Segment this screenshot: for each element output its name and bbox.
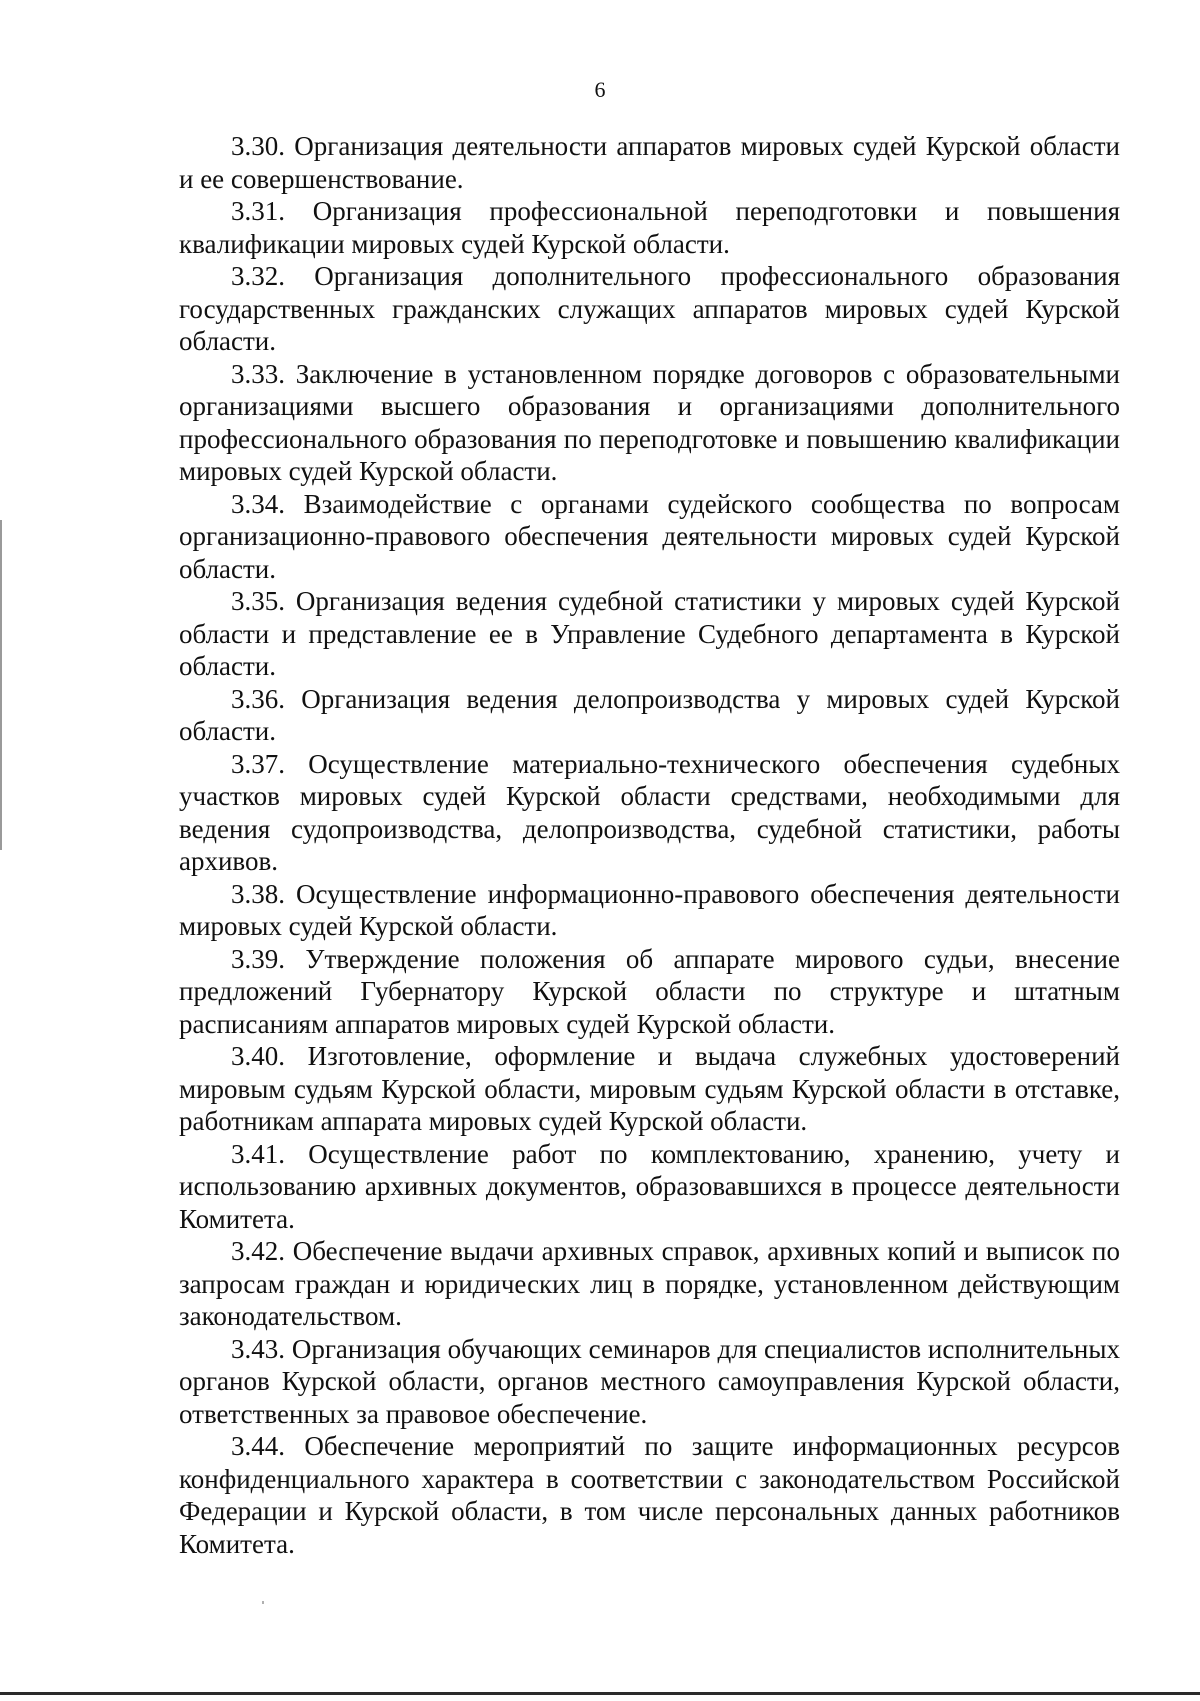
document-body bbox=[179, 130, 1120, 1560]
clause-3-31: 3.31. Организация профессиональной переподготовки и повышения квалификации мировых судей Курской области. bbox=[179, 196, 1120, 259]
clause-3-34: 3.34. Взаимодействие с органами судейского сообщества по вопросам организационно-правового обеспечения деятельности мировых судей Курской области. bbox=[179, 488, 1120, 584]
clause-3-39: 3.39. Утверждение положения об аппарате мирового судьи, внесение предложений Губернатору Курской области по структуре и штатным расписаниям аппаратов мировых судей Курской области. bbox=[179, 943, 1120, 1039]
clause-3-40: 3.40. Изготовление, оформление и выдача служебных удостоверений мировым судьям Курской области, мировым судьям Курской области в отставке, работникам аппарата мировых судей Курской области. bbox=[179, 1041, 1120, 1136]
clause-3-33: 3.33. Заключение в установленном порядке договоров с образовательными организациями высшего образования и организациями дополнительного профессионального образования по переподготовке и повышению квалификации мировых судей Курской области. bbox=[179, 358, 1120, 486]
clause-3-42: 3.42. Обеспечение выдачи архивных справок, архивных копий и выписок по запросам граждан и юридических лиц в порядке, установленном действующим законодательством. bbox=[179, 1236, 1120, 1331]
clause-3-43: 3.43. Организация обучающих семинаров для специалистов исполнительных органов Курской области, органов местного самоуправления Курской области, ответственных за правовое обеспечение. bbox=[179, 1333, 1120, 1429]
scan-bottom-edge bbox=[0, 1692, 1200, 1695]
clause-3-36: 3.36. Организация ведения делопроизводства у мировых судей Курской области. bbox=[179, 683, 1120, 746]
clause-3-32: 3.32. Организация дополнительного профессионального образования государственных гражданских служащих аппаратов мировых судей Курской области. bbox=[179, 261, 1120, 356]
clause-3-35: 3.35. Организация ведения судебной статистики у мировых судей Курской области и представление ее в Управление Судебного департамента в Курской области. bbox=[179, 586, 1120, 681]
clause-3-38: 3.38. Осуществление информационно-правового обеспечения деятельности мировых судей Курской области. bbox=[179, 878, 1120, 941]
clause-3-44: 3.44. Обеспечение мероприятий по защите информационных ресурсов конфиденциального характера в соответствии с законодательством Российской Федерации и Курской области, в том числе персональных данных работников Комитета. bbox=[179, 1431, 1120, 1559]
clause-3-37: 3.37. Осуществление материально-технического обеспечения судебных участков мировых судей Курской области средствами, необходимыми для ведения судопроизводства, делопроизводства, судебной статистики, работы архивов. bbox=[179, 748, 1120, 876]
clause-3-41: 3.41. Осуществление работ по комплектованию, хранению, учету и использованию архивных документов, образовавшихся в процессе деятельности Комитета. bbox=[179, 1138, 1120, 1234]
scan-speck bbox=[262, 1601, 264, 1604]
clause-3-30: 3.30. Организация деятельности аппаратов мировых судей Курской области и ее совершенствование. bbox=[179, 131, 1120, 194]
page-number: 6 bbox=[594, 77, 606, 102]
scan-edge-shadow bbox=[0, 520, 2, 850]
